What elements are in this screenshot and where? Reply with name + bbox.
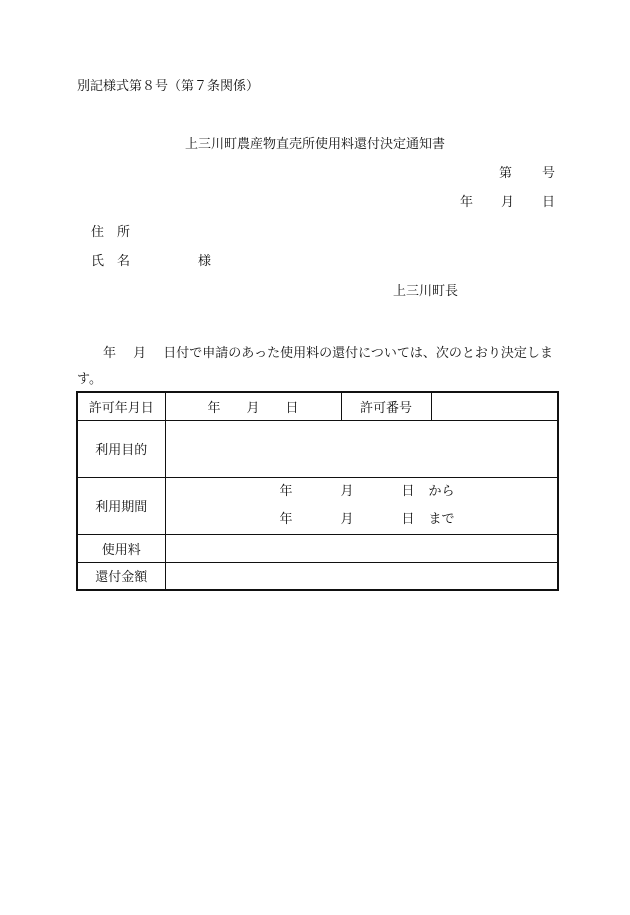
form-reference: 別記様式第８号（第７条関係） — [77, 79, 260, 94]
refund-amount-label: 還付金額 — [77, 562, 165, 590]
fee-row — [77, 534, 558, 562]
document-title: 上三川町農産物直売所使用料還付決定通知書 — [184, 137, 445, 152]
fee-value — [165, 534, 558, 562]
permit-date-value — [165, 392, 341, 420]
period-to-line — [166, 506, 558, 534]
period-from-day: 日 — [401, 483, 415, 499]
period-to-suffix: まで — [428, 511, 455, 527]
permit-number-label: 許可番号 — [341, 392, 431, 420]
permit-row — [77, 392, 558, 420]
period-from-month: 月 — [340, 483, 354, 499]
period-to-month: 月 — [340, 511, 354, 527]
permit-date-year: 年 — [207, 400, 221, 416]
period-row — [77, 477, 558, 534]
period-to-year: 年 — [279, 511, 293, 527]
issue-date-day: 日 — [541, 195, 555, 210]
honorific-sama: 様 — [198, 254, 212, 269]
issue-date-line — [460, 195, 555, 211]
period-value — [165, 477, 558, 534]
issue-date-year: 年 — [459, 195, 473, 210]
period-to-day: 日 — [401, 511, 415, 527]
address-label: 住 所 — [91, 225, 131, 240]
document-number-line — [499, 166, 555, 182]
issue-date-month: 月 — [500, 195, 514, 210]
period-label: 利用期間 — [77, 477, 165, 534]
issuer-name: 上三川町長 — [393, 284, 459, 299]
period-from-suffix: から — [428, 483, 455, 499]
period-from-line — [166, 478, 558, 506]
fee-label: 使用料 — [77, 534, 165, 562]
name-label: 氏 名 — [91, 254, 131, 269]
refund-detail-table — [76, 391, 559, 591]
permit-date-month: 月 — [246, 400, 260, 416]
refund-amount-value — [165, 562, 558, 590]
purpose-row — [77, 420, 558, 477]
refund-row — [77, 562, 558, 590]
permit-number-value — [431, 392, 558, 420]
permit-date-label: 許可年月日 — [77, 392, 165, 420]
purpose-value — [165, 420, 558, 477]
period-from-year: 年 — [279, 483, 293, 499]
number-prefix: 第 — [498, 166, 512, 181]
body-text: 年 月 日付で申請のあった使用料の還付については、次のとおり決定します。 — [77, 346, 553, 387]
purpose-label: 利用目的 — [77, 420, 165, 477]
permit-date-day: 日 — [285, 400, 299, 416]
number-suffix: 号 — [541, 166, 555, 181]
